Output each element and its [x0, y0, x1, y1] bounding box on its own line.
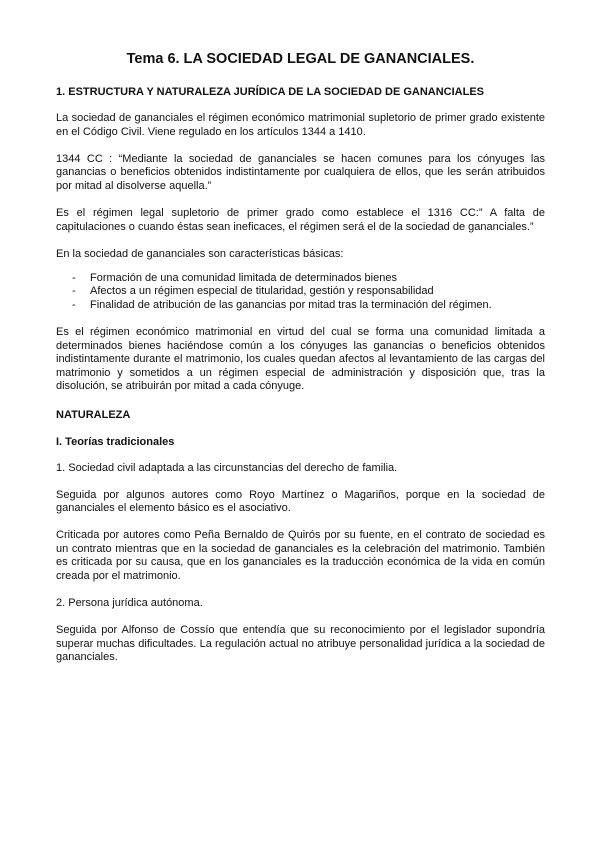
paragraph-characteristics-intro: En la sociedad de gananciales son características básicas: — [56, 247, 344, 260]
paragraph-definition: Es el régimen económico matrimonial en virtud del cual se forma una comunidad limitada a determinados bienes haciéndose común a los cónyuges las ganancias o beneficios obtenidos indistintamente durante el matrimonio, los cuales quedan afectos al levantamiento de las cargas del matrimonio y sometidos a un régimen especial de administración y disposición que, tras la disolución, se atribuirán por mitad a cada cónyuge. — [56, 326, 545, 393]
section-heading-estructura: 1. ESTRUCTURA Y NATURALEZA JURÍDICA DE LA SOCIEDAD DE GANANCIALES — [56, 86, 485, 98]
subsection-heading-teorias: I. Teorías tradicionales — [56, 435, 175, 448]
list-item — [56, 285, 545, 299]
paragraph-theory-1-followers: Seguida por algunos autores como Royo Martínez o Magariños, porque en la sociedad de gananciales el elemento básico es el asociativo. — [56, 488, 545, 515]
dash-marker: - — [72, 298, 76, 311]
paragraph-article-1344: 1344 CC : “Mediante la sociedad de gananciales se hacen comunes para los cónyuges las ganancias o beneficios obtenidos indistintamente por cualquiera de ellos, que les serán atribuidos por mitad al disolverse aquella.” — [56, 152, 545, 192]
paragraph-theory-1: 1. Sociedad civil adaptada a las circunstancias del derecho de familia. — [56, 461, 398, 474]
list-item-text: Afectos a un régimen especial de titularidad, gestión y responsabilidad — [90, 285, 434, 298]
list-item — [56, 299, 545, 313]
dash-marker: - — [72, 285, 76, 298]
list-item-text: Formación de una comunidad limitada de determinados bienes — [90, 271, 397, 284]
paragraph-article-1316: Es el régimen legal supletorio de primer grado como establece el 1316 CC:” A falta de capitulaciones o cuando éstas sean ineficaces, el régimen será el de la sociedad de gananciales.” — [56, 206, 545, 233]
list-item-text: Finalidad de atribución de las ganancias por mitad tras la terminación del régimen. — [90, 298, 492, 311]
characteristics-list — [56, 272, 545, 313]
list-item — [56, 272, 545, 286]
document-title: Tema 6. LA SOCIEDAD LEGAL DE GANANCIALES. — [126, 51, 475, 67]
dash-marker: - — [72, 271, 76, 284]
paragraph-theory-2-followers: Seguida por Alfonso de Cossío que entendía que su reconocimiento por el legislador supondría superar muchas dificultades. La regulación actual no atribuye personalidad jurídica a la sociedad de gananciales. — [56, 624, 545, 664]
paragraph-theory-2: 2. Persona jurídica autónoma. — [56, 597, 203, 610]
section-heading-naturaleza: NATURALEZA — [56, 408, 131, 421]
document-page — [56, 50, 545, 679]
paragraph-theory-1-criticism: Criticada por autores como Peña Bernaldo de Quirós por su fuente, en el contrato de sociedad es un contrato mientras que en la sociedad de gananciales es la celebración del matrimonio. También es criticada por su causa, que en los gananciales es la traducción económica de la vida en común creada por el matrimonio. — [56, 529, 545, 583]
paragraph-intro: La sociedad de gananciales el régimen económico matrimonial supletorio de primer grado existente en el Código Civil. Viene regulado en los artículos 1344 a 1410. — [56, 112, 545, 138]
